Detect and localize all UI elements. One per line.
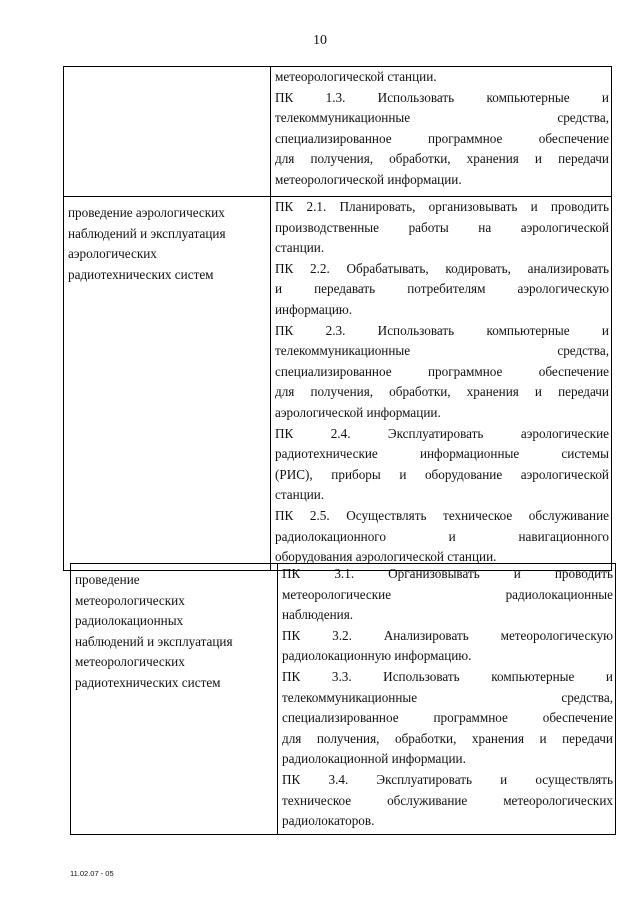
competency-line: радиолокаторов. xyxy=(282,813,375,829)
table-body xyxy=(64,67,612,571)
competency-cell xyxy=(271,197,612,571)
competency-paragraph xyxy=(275,259,609,321)
competency-line: ПК 3.4. Эксплуатировать и осуществлять xyxy=(282,771,613,787)
competency-line: и передавать потребителям аэрологическую xyxy=(275,281,609,297)
competency-line: информацию. xyxy=(275,301,353,317)
competency-table xyxy=(70,563,616,835)
competency-line: метеорологической станции. xyxy=(275,69,437,84)
competency-paragraph xyxy=(282,770,613,832)
activity-line: радиолокационных xyxy=(75,613,184,629)
table-body xyxy=(71,564,616,835)
competency-line: для получения, обработки, хранения и передачи xyxy=(275,151,609,167)
table-row xyxy=(64,197,612,571)
competency-line: для получения, обработки, хранения и передачи xyxy=(275,384,609,400)
competency-cell xyxy=(278,564,616,835)
activity-line: наблюдений и эксплуатация xyxy=(68,225,226,241)
competency-line: ПК 3.2. Анализировать метеорологическую xyxy=(282,627,613,643)
competency-paragraph xyxy=(275,506,609,568)
competency-line: техническое обслуживание метеорологических xyxy=(282,792,613,808)
competency-line: ПК 3.1. Организовывать и проводить xyxy=(282,566,613,581)
competency-line: метеорологической информации. xyxy=(275,171,462,187)
competency-line: оборудования аэрологической станции. xyxy=(275,549,497,565)
competency-paragraph xyxy=(282,564,613,626)
activity-line: радиотехнических систем xyxy=(75,674,221,690)
competency-paragraph xyxy=(282,667,613,770)
table-row xyxy=(64,67,612,197)
competency-line: аэрологической информации. xyxy=(275,404,441,420)
competency-line: радиотехнические информационные системы xyxy=(275,446,609,462)
competency-line: (РИС), приборы и оборудование аэрологической xyxy=(275,466,609,482)
activity-line: проведение xyxy=(75,572,140,587)
competency-line: ПК 2.1. Планировать, организовывать и проводить xyxy=(275,199,609,214)
competency-line: телекоммуникационные средства, xyxy=(275,343,609,359)
competency-line: наблюдения. xyxy=(282,607,354,623)
competency-paragraph xyxy=(275,424,609,506)
competency-paragraph xyxy=(275,67,609,88)
activity-cell xyxy=(64,67,271,197)
competency-line: для получения, обработки, хранения и передачи xyxy=(282,730,613,746)
table-row xyxy=(71,564,616,835)
competency-line: ПК 1.3. Использовать компьютерные и xyxy=(275,89,609,105)
competency-line: специализированное программное обеспечение xyxy=(275,363,609,379)
competency-line: ПК 2.3. Использовать компьютерные и xyxy=(275,322,609,338)
footer-code: 11.02.07 - 05 xyxy=(70,869,114,878)
competency-line: станции. xyxy=(275,487,325,503)
activity-cell xyxy=(64,197,271,571)
activity-cell xyxy=(71,564,278,835)
page-number: 10 xyxy=(313,33,327,48)
competency-line: ПК 2.5. Осуществлять техническое обслуживание xyxy=(275,507,609,523)
activity-line: аэрологических xyxy=(68,246,157,262)
competency-paragraph xyxy=(282,626,613,667)
competency-line: специализированное программное обеспечение xyxy=(282,710,613,726)
competency-line: телекоммуникационные средства, xyxy=(282,689,613,705)
competency-cell xyxy=(271,67,612,197)
competency-line: специализированное программное обеспечение xyxy=(275,130,609,146)
activity-line: проведение аэрологических xyxy=(68,205,225,220)
competency-line: радиолокационную информацию. xyxy=(282,648,472,664)
competency-line: производственные работы на аэрологической xyxy=(275,219,609,235)
competency-line: ПК 2.4. Эксплуатировать аэрологические xyxy=(275,425,609,441)
competency-line: радиолокационной информации. xyxy=(282,751,466,767)
competency-line: радиолокационного и навигационного xyxy=(275,528,609,544)
competency-table xyxy=(63,66,612,571)
activity-line: радиотехнических систем xyxy=(68,266,214,282)
activity-line: наблюдений и эксплуатация xyxy=(75,633,233,649)
activity-line: метеорологических xyxy=(75,592,185,608)
competency-paragraph xyxy=(275,88,609,191)
competency-line: телекоммуникационные средства, xyxy=(275,110,609,126)
competency-paragraph xyxy=(275,321,609,424)
competency-line: метеорологические радиолокационные xyxy=(282,586,613,602)
competency-paragraph xyxy=(275,197,609,259)
competency-line: ПК 2.2. Обрабатывать, кодировать, анализировать xyxy=(275,260,609,276)
competency-line: станции. xyxy=(275,240,325,256)
competency-line: ПК 3.3. Использовать компьютерные и xyxy=(282,668,613,684)
activity-line: метеорологических xyxy=(75,654,185,670)
